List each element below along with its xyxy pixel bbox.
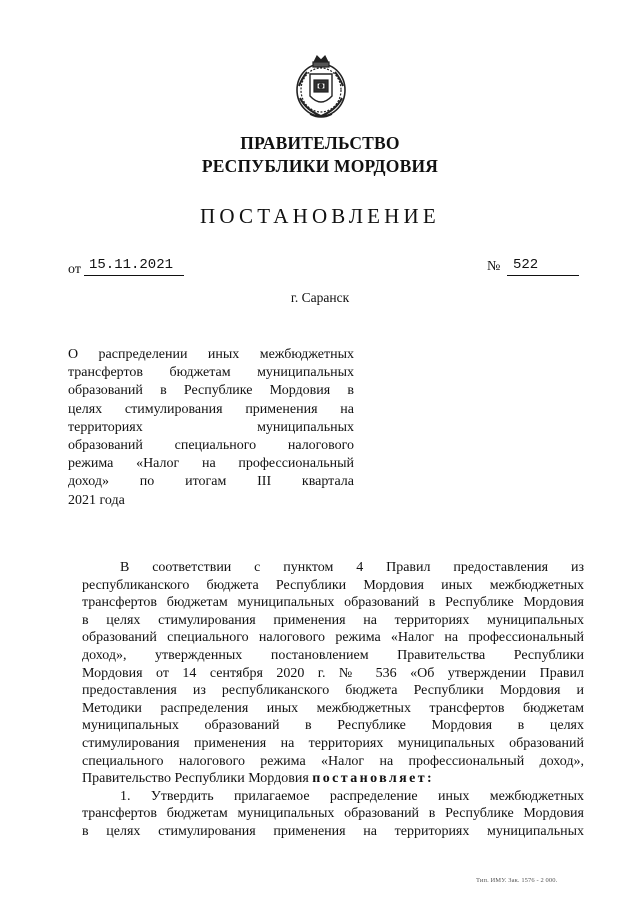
item-line: в целях стимулирования применения на территориях муниципальных bbox=[82, 823, 584, 839]
coat-of-arms-icon bbox=[290, 50, 352, 122]
subject-line: доход» по итогам III квартала bbox=[68, 474, 354, 490]
subject-line: целях стимулирования применения на bbox=[68, 401, 354, 417]
document-body bbox=[82, 559, 584, 841]
subject-line: территориях муниципальных bbox=[68, 419, 354, 435]
number-label: № bbox=[487, 259, 501, 274]
decree-keyword: постановляет: bbox=[312, 771, 435, 787]
city: г. Саранск bbox=[290, 290, 350, 305]
body-line: республиканского бюджета Республики Мордовия иных межбюджетных bbox=[82, 577, 584, 593]
body-line: В соответствии с пунктом 4 Правил предоставления из bbox=[120, 560, 584, 575]
document-date: 15.11.2021 bbox=[84, 257, 184, 276]
body-line: стимулирования применения на территориях муниципальных образований bbox=[82, 735, 584, 751]
body-line: предоставления из республиканского бюджета Республики Мордовия и bbox=[82, 683, 584, 699]
item-line: трансфертов бюджетам муниципальных образований в Республике Мордовия bbox=[82, 806, 584, 822]
subject-line: 2021 года bbox=[68, 492, 125, 508]
body-line: специального налогового режима «Налог на профессиональный доход», bbox=[82, 753, 584, 769]
document-subject bbox=[68, 346, 354, 510]
subject-line: трансфертов бюджетам муниципальных bbox=[68, 365, 354, 381]
subject-line: образований специального налогового bbox=[68, 437, 354, 453]
document-number: 522 bbox=[507, 257, 579, 276]
body-line: трансфертов бюджетам муниципальных образований в Республике Мордовия bbox=[82, 595, 584, 611]
subject-line: образований в Республике Мордовия в bbox=[68, 383, 354, 399]
print-mark: Тип. ИМУ. Зак. 1576 - 2 000. bbox=[476, 877, 558, 884]
document-type: ПОСТАНОВЛЕНИЕ bbox=[200, 204, 440, 228]
subject-line: режима «Налог на профессиональный bbox=[68, 456, 354, 472]
body-line: муниципальных образований в Республике Мордовия в целях bbox=[82, 718, 584, 734]
subject-line: О распределении иных межбюджетных bbox=[68, 347, 354, 362]
decree-line bbox=[82, 770, 584, 788]
body-line: в целях стимулирования применения на территориях муниципальных bbox=[82, 612, 584, 628]
body-line: Методики распределения иных межбюджетных трансфертов бюджетам bbox=[82, 700, 584, 716]
government-title-line2: РЕСПУБЛИКИ МОРДОВИЯ bbox=[201, 156, 439, 176]
date-label: от bbox=[68, 262, 81, 277]
body-line: доход», утвержденных постановлением Правительства Республики bbox=[82, 647, 584, 663]
government-title-line1: ПРАВИТЕЛЬСТВО bbox=[240, 133, 400, 153]
item-line: 1. Утвердить прилагаемое распределение иных межбюджетных bbox=[120, 788, 584, 804]
decree-prefix: Правительство Республики Мордовия bbox=[82, 771, 309, 787]
body-line: Мордовия от 14 сентября 2020 г. № 536 «Об утверждении Правил bbox=[82, 665, 584, 681]
body-line: образований специального налогового режима «Налог на профессиональный bbox=[82, 630, 584, 646]
